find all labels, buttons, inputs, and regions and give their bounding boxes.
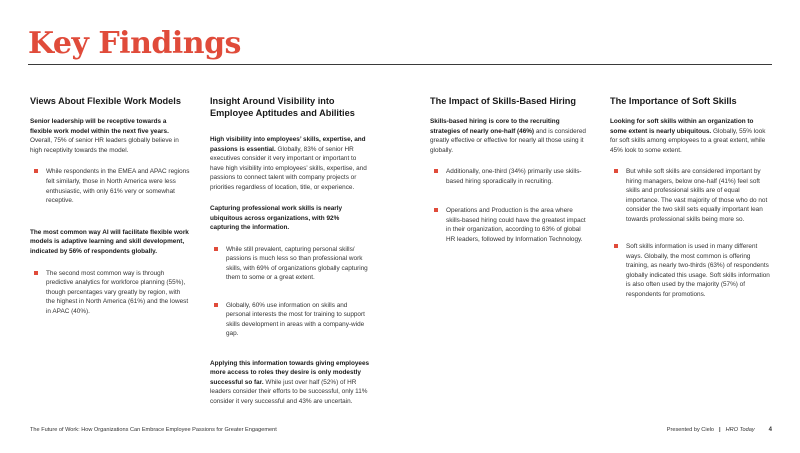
footer-publication: HRO Today xyxy=(725,427,755,433)
finding-bold: High visibility into employees’ skills, expertise, and passions is essential. xyxy=(210,136,366,153)
finding-paragraph xyxy=(610,117,770,155)
bullet-square-icon xyxy=(214,303,218,307)
finding-text: and is considered greatly effective or effective for nearly all those using it globally. xyxy=(430,127,586,154)
column-skills-based-hiring xyxy=(430,95,590,258)
page-number: 4 xyxy=(768,427,772,433)
bullet-text: But while soft skills are considered important by hiring managers, below one-half (41%) feel soft skills and professional skills are of equal importance. The vast majority of those who do not consider the two skill sets equally important lean towards professional skills being more so. xyxy=(626,168,768,223)
finding-bold: Capturing professional work skills is nearly ubiquitous across organizations, with 92% capturing the information. xyxy=(210,205,343,231)
bullet-item xyxy=(210,301,370,339)
footer-credits xyxy=(667,427,772,433)
finding-paragraph xyxy=(430,117,590,155)
finding-bold: Skills-based hiring is core to the recruiting strategies of nearly one-half (46%) xyxy=(430,118,560,135)
bullet-text: Additionally, one-third (34%) primarily use skills-based hiring sporadically in recruiting. xyxy=(446,168,582,185)
finding-text: While just over half (52%) of HR leaders consider their efforts to be successful, only 11% consider it very successful and 43% are uncertain. xyxy=(210,378,368,405)
bullet-square-icon xyxy=(34,169,38,173)
bullet-text: Globally, 60% use information on skills and personal interests the most for training to support skills development in areas with a company-wide gap. xyxy=(226,301,365,337)
column-soft-skills xyxy=(610,95,770,313)
bullet-square-icon xyxy=(214,247,218,251)
bullet-square-icon xyxy=(614,169,618,173)
bullet-text: Operations and Production is the area where skills-based hiring could have the greatest impact in their organization, according to 63% of global HR leaders, followed by Information Technology. xyxy=(446,207,586,243)
footer-separator: | xyxy=(719,427,721,433)
finding-paragraph xyxy=(30,117,190,155)
bullet-square-icon xyxy=(434,169,438,173)
bullet-text: While still prevalent, capturing personal skills/ passions is much less so than professional work skills, with 69% of organizations globally capturing them to some or a great extent. xyxy=(226,245,368,281)
footer-presented-by: Presented by Cielo xyxy=(666,427,715,433)
footer-report-title: The Future of Work: How Organizations Can Embrace Employee Passions for Greater Engagement xyxy=(30,427,277,433)
bullet-item xyxy=(610,242,770,299)
section-heading: Views About Flexible Work Models xyxy=(30,96,181,106)
bullet-item xyxy=(610,167,770,224)
bullet-text: Soft skills information is used in many different ways. Globally, the most common is offering training, as nearly two-thirds (63%) of respondents globally indicated this usage. Soft skills information is also often used by the majority (57%) of respondents for promotions. xyxy=(626,243,770,298)
section-heading: Insight Around Visibility into Employee Aptitudes and Abilities xyxy=(210,96,355,118)
column-visibility-aptitudes xyxy=(210,95,370,418)
bullet-square-icon xyxy=(434,208,438,212)
bullet-item xyxy=(430,206,590,244)
bullet-item xyxy=(30,167,190,205)
bullet-text: The second most common way is through predictive analytics for workforce planning (55%), though percentages vary greatly by region, with the highest in North America (61%) and the lowest in APAC (40%). xyxy=(46,269,189,315)
finding-paragraph xyxy=(210,204,370,233)
finding-bold: The most common way AI will facilitate flexible work models is adaptive learning and skill development, indicated by 56% of respondents globally. xyxy=(30,228,189,255)
finding-text: Globally, 83% of senior HR executives consider it very important or important to have high visibility into employees’ skills, expertise, and passions to connect talent with company projects or priorities regardless of location, title, or experience. xyxy=(210,145,367,191)
finding-bold: Applying this information towards giving employees more access to roles they desire is only modestly successful so far. xyxy=(210,359,370,386)
section-heading: The Impact of Skills-Based Hiring xyxy=(430,96,577,106)
finding-paragraph xyxy=(30,228,190,257)
finding-paragraph xyxy=(210,135,370,192)
bullet-square-icon xyxy=(614,244,618,248)
bullet-item xyxy=(30,269,190,317)
finding-text: Overall, 75% of senior HR leaders globally believe in high receptivity towards the model. xyxy=(30,137,179,154)
finding-text: Globally, 55% look for soft skills among employees to a great extent, while 45% look to some extent. xyxy=(610,127,766,154)
finding-paragraph xyxy=(210,359,370,407)
bullet-item xyxy=(430,167,590,186)
title-divider xyxy=(28,64,772,65)
bullet-text: While respondents in the EMEA and APAC regions felt similarly, those in North America were less enthusiastic, with only 61% very or somewhat receptive. xyxy=(46,168,190,205)
finding-bold: Looking for soft skills within an organization to some extent is nearly ubiquitous. xyxy=(610,118,754,135)
section-heading: The Importance of Soft Skills xyxy=(610,96,737,106)
bullet-square-icon xyxy=(34,271,38,275)
page-title: Key Findings xyxy=(28,26,241,61)
bullet-item xyxy=(210,245,370,283)
finding-bold: Senior leadership will be receptive towards a flexible work model within the next five years. xyxy=(30,118,169,135)
column-flexible-work-models xyxy=(30,95,190,331)
